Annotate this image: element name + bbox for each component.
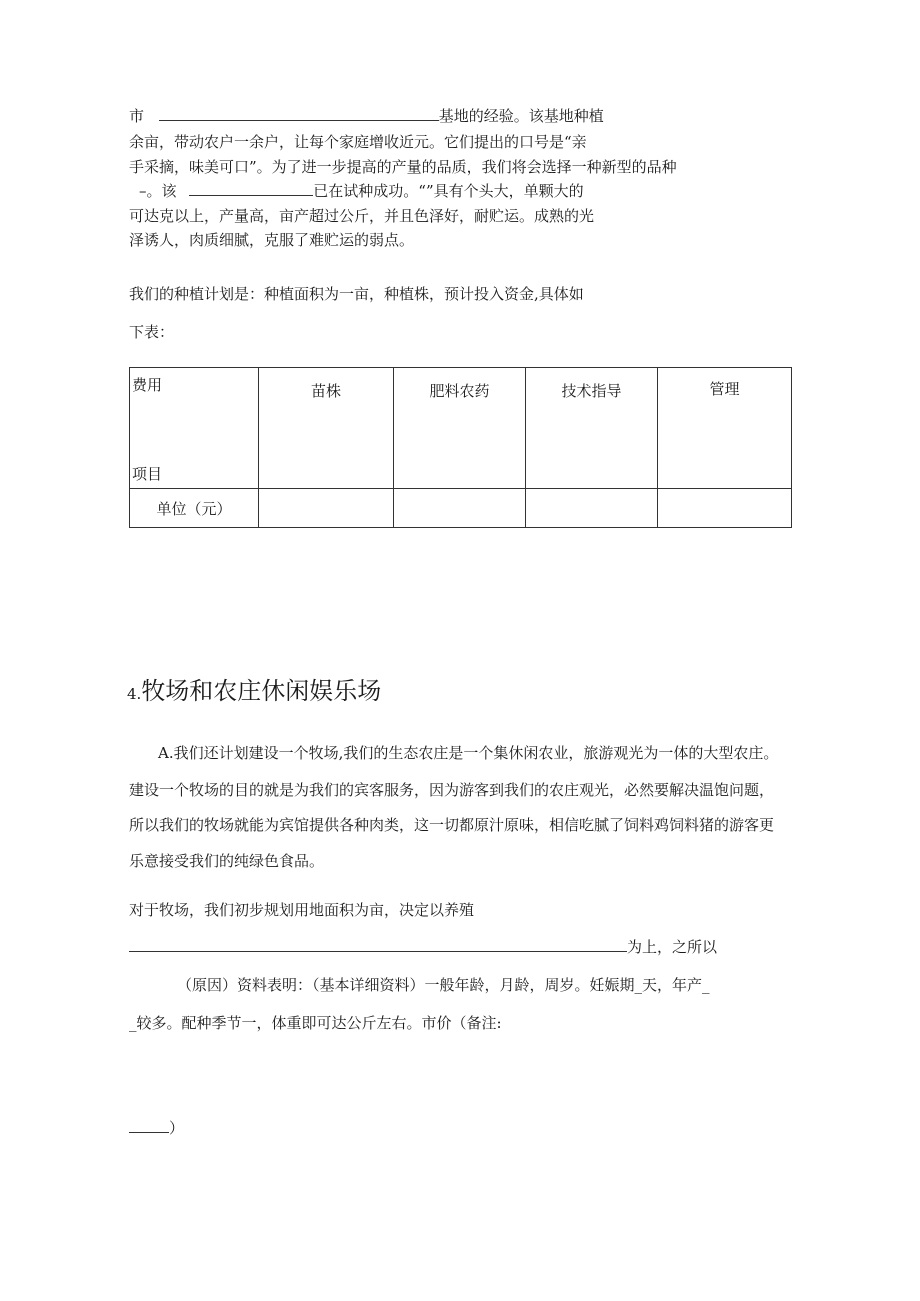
intro-line-4: [139, 181, 584, 201]
ranch-line-2-suffix: 为上，之所以: [627, 938, 718, 956]
table-cell: [259, 489, 394, 528]
corner-label-fee: 费用: [132, 376, 163, 394]
cost-table-corner-cell: [130, 368, 259, 489]
column-header: 技术指导: [526, 368, 658, 489]
corner-label-item: 项目: [132, 465, 163, 483]
intro-line-4-suffix: 已在试种成功。“”具有个头大，单颗大的: [313, 182, 584, 200]
intro-line-5: 可达克以上，产量高，亩产超过公斤，并且色泽好，耐贮运。成熟的光: [129, 207, 595, 225]
paragraph-line: 乐意接受我们的纯绿色食品。: [129, 852, 325, 870]
paragraph-line: 建设一个牧场的目的就是为我们的宾客服务，因为游客到我们的农庄观光，必然要解决温饱问题，: [129, 781, 775, 799]
ranch-line-1: 对于牧场，我们初步规划用地面积为亩，决定以养殖: [129, 901, 475, 919]
ranch-line-3: （原因）资料表明：（基本详细资料）一般年龄，月龄，周岁。妊娠期_天，年产_: [177, 976, 710, 994]
paragraph-line: A.我们还计划建设一个牧场,我们的生态农庄是一个集休闲农业，旅游观光为一体的大型农庄。: [158, 744, 779, 762]
section-4-heading: [127, 676, 381, 709]
cost-table-unit-row: [130, 489, 792, 528]
fill-in-blank: [189, 182, 313, 196]
plan-line-1: 我们的种植计划是：种植面积为一亩，种植株，预计投入资金,具体如: [129, 285, 584, 303]
ranch-line-4: _较多。配种季节一，体重即可达公斤左右。市价（备注:: [129, 1014, 502, 1032]
plan-line-2: 下表：: [129, 323, 175, 341]
section-number: 4.: [127, 685, 142, 703]
column-header: 苗株: [259, 368, 394, 489]
table-cell: [658, 489, 792, 528]
cost-table: [129, 367, 792, 528]
ranch-line-5: [129, 1118, 184, 1138]
ranch-line-2: [129, 937, 717, 957]
intro-line-3: 手采摘，味美可口”。为了进一步提高的产量的品质，我们将会选择一种新型的品种: [129, 158, 677, 176]
intro-line-2: 余亩，带动农户一余户，让每个家庭增收近元。它们提出的口号是“亲: [129, 133, 587, 151]
intro-line-1-suffix: 基地的经验。该基地种植: [438, 107, 604, 125]
section-title: 牧场和农庄休闲娱乐场: [141, 677, 382, 705]
intro-line-6: 泽诱人，肉质细腻，克服了难贮运的弱点。: [129, 231, 415, 249]
intro-line-1: [129, 106, 604, 126]
paragraph-line: 所以我们的牧场就能为宾馆提供各种肉类，这一切都原汁原味，相信吃腻了饲料鸡饲料猪的游客更: [129, 816, 775, 834]
cost-table-header-row: [130, 368, 792, 489]
fill-in-blank: [129, 938, 627, 952]
fill-in-blank: [159, 107, 439, 121]
intro-line-1-prefix: 市: [129, 107, 145, 125]
intro-line-4-prefix: –。该: [139, 182, 177, 200]
column-header: 管理: [658, 368, 792, 489]
closing-paren: ）: [169, 1119, 185, 1137]
table-cell: [394, 489, 526, 528]
row-label-unit: 单位（元）: [130, 489, 259, 528]
column-header: 肥料农药: [394, 368, 526, 489]
fill-in-blank: [129, 1119, 169, 1133]
table-cell: [526, 489, 658, 528]
